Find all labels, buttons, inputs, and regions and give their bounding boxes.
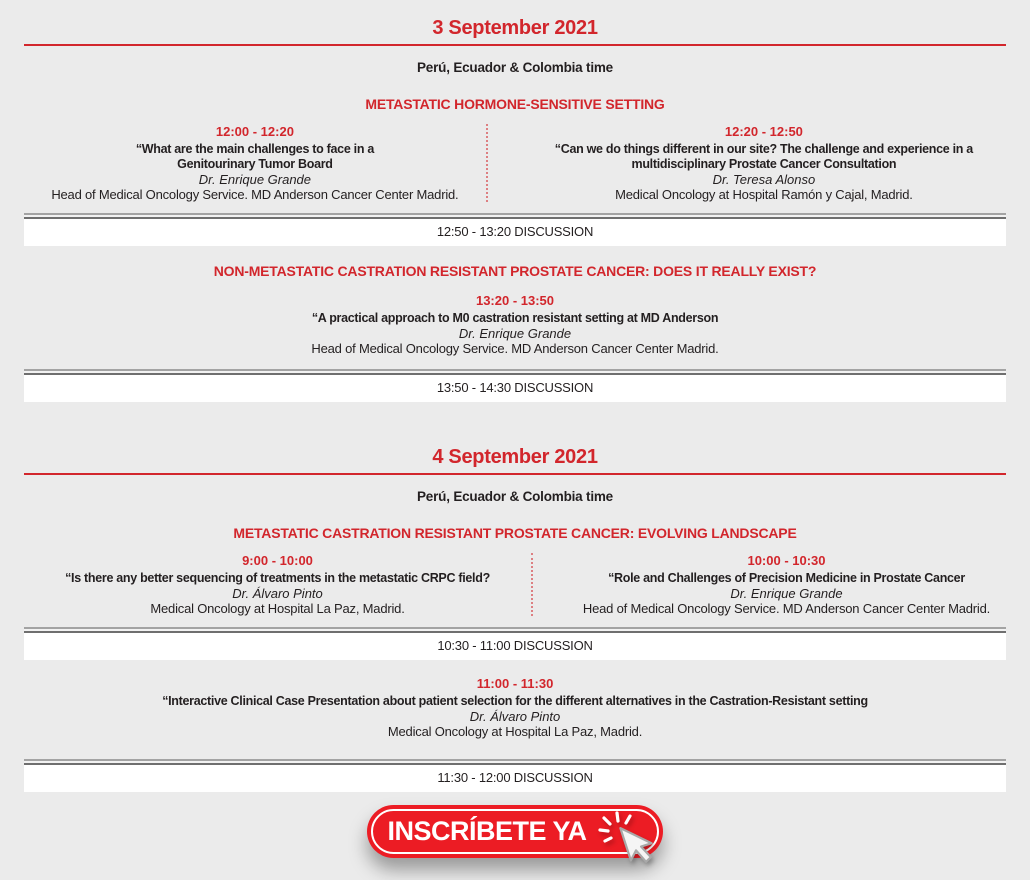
- red-divider-line: [24, 473, 1006, 475]
- session-affiliation: Head of Medical Oncology Service. MD Anderson Cancer Center Madrid.: [582, 601, 991, 616]
- session-time: 12:00 - 12:20: [215, 124, 294, 139]
- session-affiliation: Medical Oncology at Hospital La Paz, Madrid.: [150, 601, 405, 616]
- session-affiliation: Head of Medical Oncology Service. MD Anderson Cancer Center Madrid.: [51, 187, 459, 202]
- session-card: [24, 676, 1006, 739]
- session-speaker: Dr. Enrique Grande: [198, 172, 312, 187]
- session-affiliation: Medical Oncology at Hospital Ramón y Cajal, Madrid.: [615, 187, 913, 202]
- session-speaker: Dr. Teresa Alonso: [712, 172, 816, 187]
- day-1-section-1-heading: METASTATIC HORMONE-SENSITIVE SETTING: [365, 96, 665, 112]
- day-1-timezone: Perú, Ecuador & Colombia time: [417, 60, 613, 75]
- day-1-date-heading: 3 September 2021: [432, 17, 598, 39]
- session-speaker: Dr. Enrique Grande: [730, 586, 843, 601]
- session-affiliation: Head of Medical Oncology Service. MD Anderson Cancer Center Madrid.: [311, 341, 719, 356]
- session-speaker: Dr. Álvaro Pinto: [469, 709, 561, 724]
- session-title: “A practical approach to M0 castration resistant setting at MD Anderson: [311, 311, 719, 325]
- red-divider-line: [24, 44, 1006, 46]
- day-1-section-2-heading: NON-METASTATIC CASTRATION RESISTANT PROSTATE CANCER: DOES IT REALLY EXIST?: [213, 263, 817, 279]
- session-title: “Role and Challenges of Precision Medicine in Prostate Cancer: [608, 571, 965, 585]
- discussion-bar: 10:30 - 11:00 DISCUSSION: [24, 633, 1006, 660]
- register-button-label: INSCRÍBETE YA: [387, 816, 587, 846]
- session-time: 12:20 - 12:50: [724, 124, 803, 139]
- day-2-timezone: Perú, Ecuador & Colombia time: [417, 489, 613, 504]
- session-card: [24, 124, 486, 202]
- discussion-bar: 11:30 - 12:00 DISCUSSION: [24, 765, 1006, 792]
- session-time: 11:00 - 11:30: [476, 676, 554, 691]
- day-1-section: [0, 17, 1030, 402]
- session-speaker: Dr. Enrique Grande: [458, 326, 572, 341]
- session-time: 13:20 - 13:50: [475, 293, 555, 308]
- session-card: [531, 553, 1030, 616]
- cta-container: [0, 805, 1030, 858]
- session-title: “Is there any better sequencing of treatments in the metastatic CRPC field?: [65, 571, 490, 585]
- day-separator-gap: [0, 402, 1030, 446]
- session-card: [24, 293, 1006, 356]
- register-button[interactable]: [367, 805, 663, 858]
- session-title: “Can we do things different in our site? The challenge and experience in a multidisciplinary Prostate Cancer Consultation: [554, 142, 973, 171]
- day-2-section-1-heading: METASTATIC CASTRATION RESISTANT PROSTATE CANCER: EVOLVING LANDSCAPE: [233, 525, 797, 541]
- session-title: “Interactive Clinical Case Presentation about patient selection for the different alternatives in the Castration-Resistant setting: [162, 694, 868, 708]
- session-speaker: Dr. Álvaro Pinto: [232, 586, 323, 601]
- day-2-date-heading: 4 September 2021: [432, 446, 598, 468]
- session-affiliation: Medical Oncology at Hospital La Paz, Madrid.: [387, 724, 643, 739]
- discussion-bar: 13:50 - 14:30 DISCUSSION: [24, 375, 1006, 402]
- discussion-bar: 12:50 - 13:20 DISCUSSION: [24, 219, 1006, 246]
- session-title: “What are the main challenges to face in a Genitourinary Tumor Board: [135, 142, 374, 171]
- day-1-session-row: [24, 124, 1006, 202]
- session-card: [486, 124, 1030, 202]
- day-2-section: [0, 446, 1030, 792]
- session-card: [24, 553, 531, 616]
- session-time: 10:00 - 10:30: [747, 553, 826, 568]
- day-2-session-row: [24, 553, 1006, 616]
- session-time: 9:00 - 10:00: [242, 553, 313, 568]
